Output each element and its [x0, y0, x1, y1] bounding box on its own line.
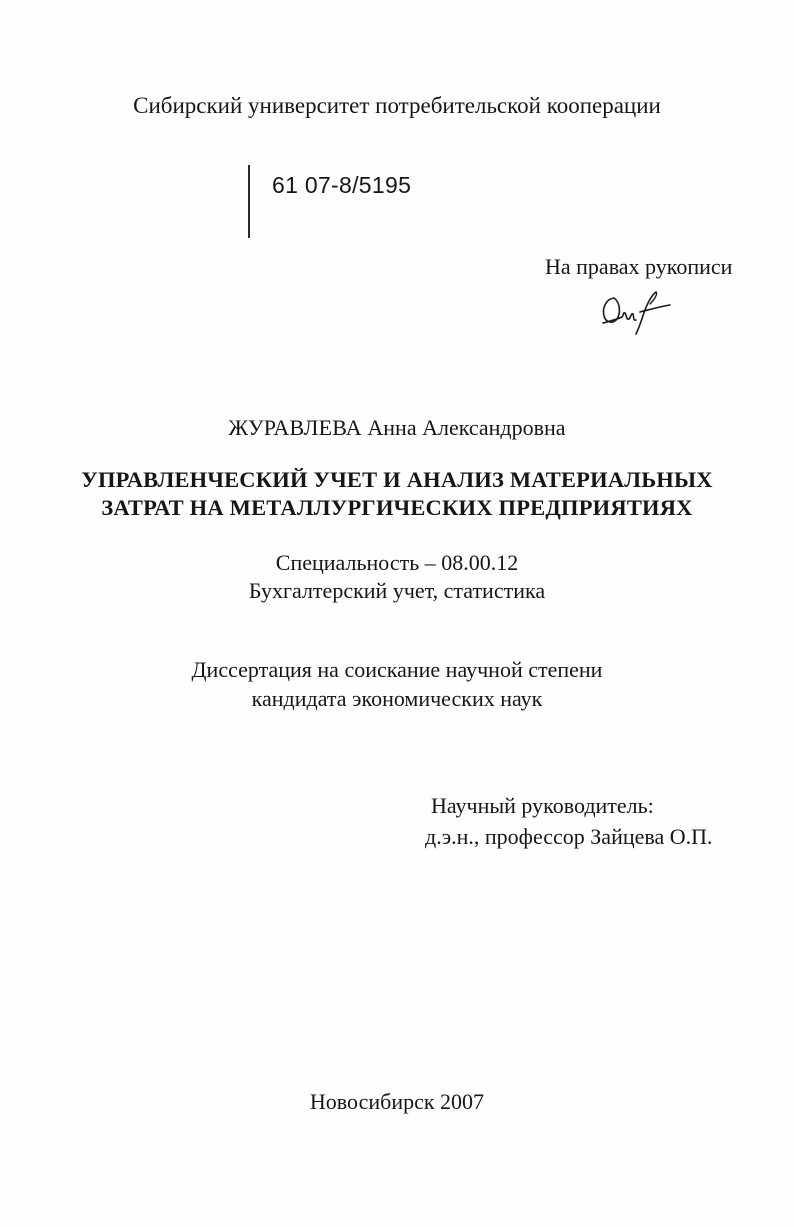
city-year: Новосибирск 2007 — [309, 1089, 485, 1114]
degree-statement-line-2: кандидата экономических наук — [251, 686, 543, 711]
specialty-code: Специальность – 08.00.12 — [275, 550, 519, 575]
stamp-divider-line — [248, 165, 250, 238]
author-name — [0, 415, 794, 441]
dissertation-title-line-2: ЗАТРАТ НА МЕТАЛЛУРГИЧЕСКИХ ПРЕДПРИЯТИЯХ — [101, 495, 693, 520]
degree-statement-line-1: Диссертация на соискание научной степени — [191, 657, 603, 682]
library-stamp-number: 61 07-8/5195 — [272, 172, 412, 198]
author-given-names: Анна Александровна — [367, 415, 566, 440]
dissertation-title-line-1: УПРАВЛЕНЧЕСКИЙ УЧЕТ И АНАЛИЗ МАТЕРИАЛЬНЫХ — [81, 467, 713, 492]
supervisor-name: д.э.н., профессор Зайцева О.П. — [425, 824, 713, 849]
signature-icon — [596, 290, 674, 340]
university-name: Сибирский университет потребительской кооперации — [133, 93, 661, 118]
author-surname: ЖУРАВЛЕВА — [228, 415, 362, 440]
specialty-name: Бухгалтерский учет, статистика — [248, 578, 546, 603]
manuscript-rights-label: На правах рукописи — [545, 254, 733, 279]
supervisor-label: Научный руководитель: — [431, 793, 654, 818]
